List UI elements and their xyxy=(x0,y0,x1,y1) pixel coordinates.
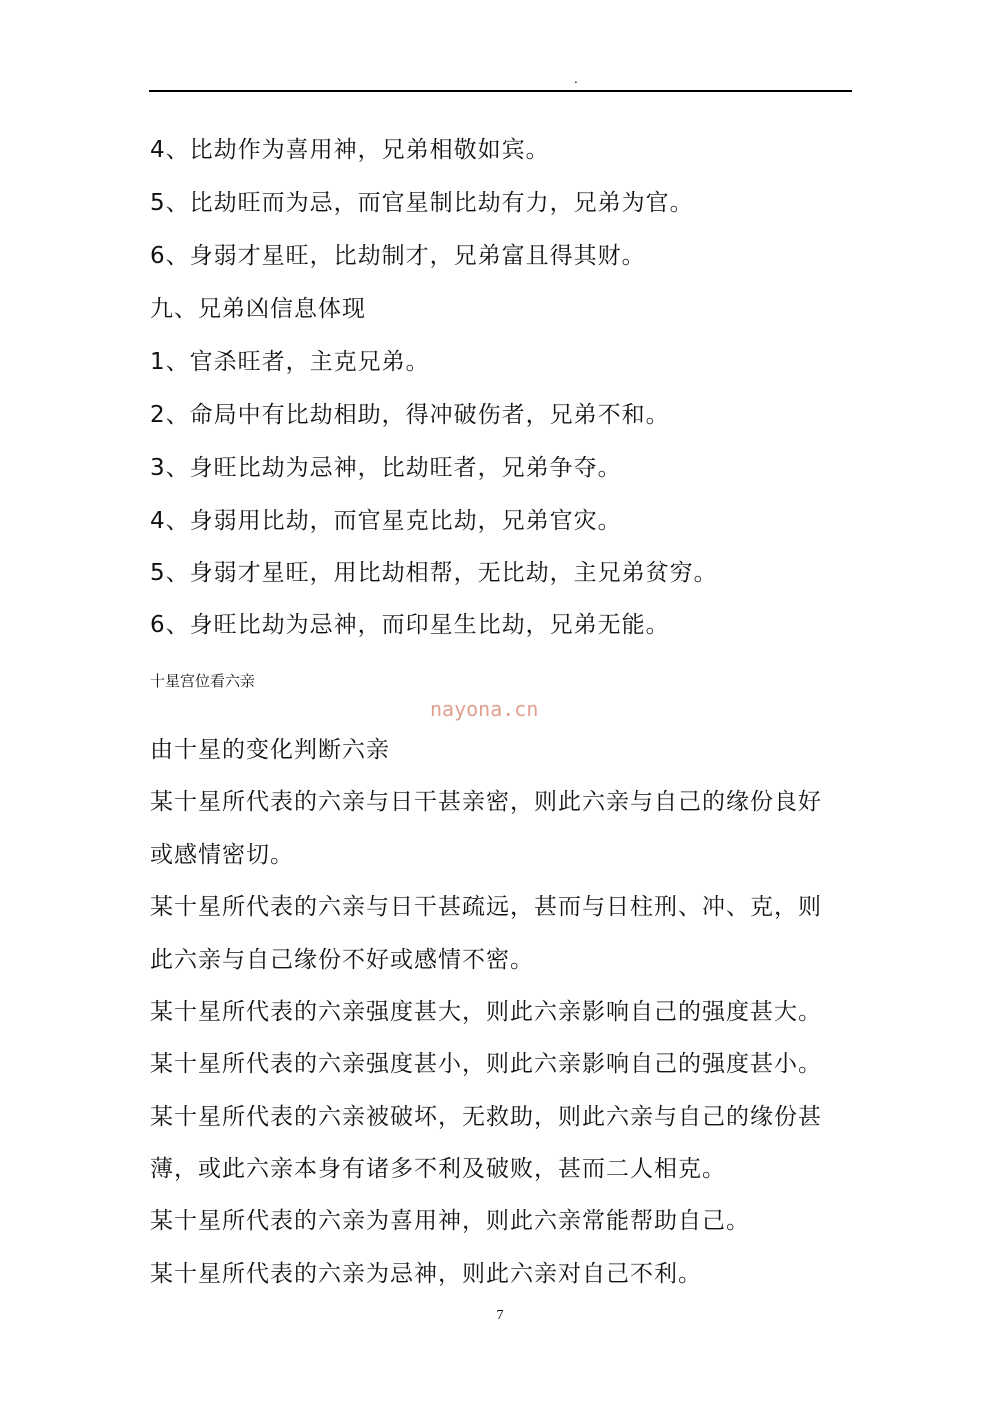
text-line: 此六亲与自己缘份不好或感情不密。 xyxy=(150,947,534,973)
text-line: 某十星所代表的六亲为喜用神，则此六亲常能帮助自己。 xyxy=(150,1208,750,1234)
text-line: 某十星所代表的六亲为忌神，则此六亲对自己不利。 xyxy=(150,1261,702,1287)
text-line: 6、身弱才星旺，比劫制才，兄弟富且得其财。 xyxy=(150,243,646,269)
text-line: 4、比劫作为喜用神，兄弟相敬如宾。 xyxy=(150,137,550,163)
text-line: 或感情密切。 xyxy=(150,842,294,868)
header-mark: . xyxy=(574,72,578,86)
text-line: 4、身弱用比劫，而官星克比劫，兄弟官灾。 xyxy=(150,508,622,534)
section-heading: 九、兄弟凶信息体现 xyxy=(150,296,366,322)
text-line: 2、命局中有比劫相助，得冲破伤者，兄弟不和。 xyxy=(150,402,670,428)
watermark: nayona.cn xyxy=(430,697,539,721)
page-number: 7 xyxy=(496,1308,504,1323)
text-line: 某十星所代表的六亲被破坏，无救助，则此六亲与自己的缘份甚 xyxy=(150,1104,822,1130)
text-line: 6、身旺比劫为忌神，而印星生比劫，兄弟无能。 xyxy=(150,612,670,638)
text-line: 3、身旺比劫为忌神，比劫旺者，兄弟争夺。 xyxy=(150,455,622,481)
text-line: 5、比劫旺而为忌，而官星制比劫有力，兄弟为官。 xyxy=(150,190,694,216)
text-line: 某十星所代表的六亲与日干甚亲密，则此六亲与自己的缘份良好 xyxy=(150,789,822,815)
small-heading: 十星宫位看六亲 xyxy=(150,672,256,690)
text-line: 某十星所代表的六亲强度甚大，则此六亲影响自己的强度甚大。 xyxy=(150,999,822,1025)
text-line: 某十星所代表的六亲强度甚小，则此六亲影响自己的强度甚小。 xyxy=(150,1051,822,1077)
header-rule xyxy=(149,90,852,92)
text-line: 薄，或此六亲本身有诸多不利及破败，甚而二人相克。 xyxy=(150,1156,726,1182)
text-line: 5、身弱才星旺，用比劫相帮，无比劫，主兄弟贫穷。 xyxy=(150,560,718,586)
text-line: 某十星所代表的六亲与日干甚疏远，甚而与日柱刑、冲、克，则 xyxy=(150,894,822,920)
text-line: 由十星的变化判断六亲 xyxy=(150,737,390,763)
text-line: 1、官杀旺者，主克兄弟。 xyxy=(150,349,430,375)
